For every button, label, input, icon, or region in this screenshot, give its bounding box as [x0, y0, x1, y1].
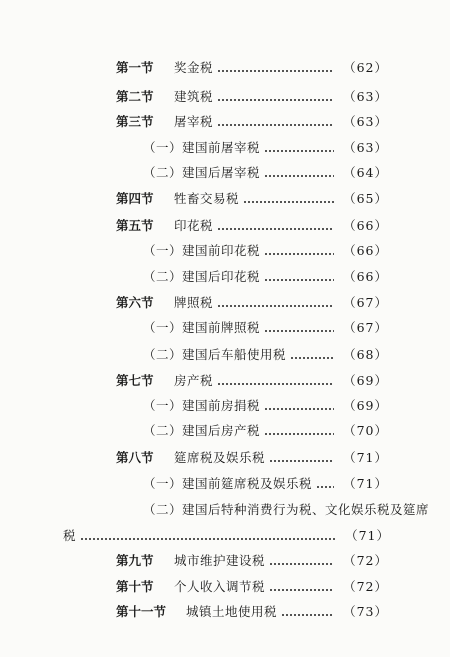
- section-number: 第十一节: [116, 604, 167, 619]
- dot-leader: [269, 589, 334, 591]
- page-number: （70）: [343, 423, 388, 438]
- toc-entry: [0, 87, 450, 107]
- entry-title: （二）建国后屠宰税: [143, 165, 261, 180]
- dot-leader: [264, 330, 334, 332]
- toc-label: [116, 448, 265, 468]
- toc-subentry: [0, 163, 450, 183]
- toc-subentry: [0, 500, 450, 520]
- entry-title: （一）建国前印花税: [143, 243, 261, 258]
- toc-label: [116, 577, 265, 597]
- dot-leader: [281, 614, 334, 616]
- toc-subentry: [0, 396, 450, 416]
- page-number: （66）: [343, 243, 388, 258]
- toc-entry: [0, 293, 450, 313]
- toc-label: [143, 474, 312, 494]
- page-number: （67）: [343, 295, 388, 310]
- section-number: 第一节: [116, 60, 154, 75]
- entry-title: （一）建国前筵席税及娱乐税: [143, 476, 313, 491]
- toc-entry: [0, 371, 450, 391]
- entry-title: 个人收入调节税: [174, 579, 266, 594]
- entry-title: 城镇土地使用税: [186, 604, 278, 619]
- page-number: （73）: [343, 604, 388, 619]
- entry-title: 牲畜交易税: [174, 191, 240, 206]
- toc-label: [143, 396, 260, 416]
- toc-entry: [0, 216, 450, 236]
- page-number: （71）: [343, 450, 388, 465]
- page-number: （71）: [345, 528, 390, 543]
- dot-leader: [217, 228, 334, 230]
- toc-label: [143, 500, 429, 520]
- entry-title: 屠宰税: [174, 114, 214, 129]
- entry-title: （二）建国后印花税: [143, 269, 261, 284]
- page-number: （71）: [343, 476, 388, 491]
- toc-subentry: [0, 241, 450, 261]
- dot-leader: [264, 408, 334, 410]
- dot-leader: [264, 253, 334, 255]
- dot-leader: [264, 175, 334, 177]
- page-number: （64）: [343, 165, 388, 180]
- dot-leader: [269, 563, 334, 565]
- page-number: （69）: [343, 373, 388, 388]
- entry-title: 房产税: [174, 373, 214, 388]
- page-number: （62）: [343, 60, 388, 75]
- entry-title: （二）建国后特种消费行为税、文化娱乐税及筵席: [143, 502, 430, 517]
- toc-subentry: [0, 138, 450, 158]
- dot-leader: [264, 279, 334, 281]
- section-number: 第八节: [116, 450, 154, 465]
- toc-label: [143, 241, 260, 261]
- toc-label: [116, 293, 213, 313]
- entry-title: 城市维护建设税: [174, 553, 266, 568]
- toc-label: [116, 602, 277, 622]
- toc-label: [116, 551, 265, 571]
- dot-leader: [264, 150, 334, 152]
- toc-label: [143, 163, 260, 183]
- toc-label: [116, 216, 213, 236]
- toc-entry: [0, 448, 450, 468]
- page-number: （65）: [343, 191, 388, 206]
- dot-leader: [269, 460, 334, 462]
- dot-leader: [80, 538, 336, 540]
- entry-title: （一）建国前屠宰税: [143, 140, 261, 155]
- entry-title: 奖金税: [174, 60, 214, 75]
- toc-label: [116, 112, 213, 132]
- section-number: 第三节: [116, 114, 154, 129]
- page-number: （68）: [343, 347, 388, 362]
- dot-leader: [217, 70, 334, 72]
- dot-leader: [217, 99, 334, 101]
- dot-leader: [217, 124, 334, 126]
- toc-subentry: [0, 421, 450, 441]
- dot-leader: [217, 305, 334, 307]
- section-number: 第四节: [116, 191, 154, 206]
- page-number: （63）: [343, 114, 388, 129]
- toc-label: [143, 421, 260, 441]
- entry-title: 建筑税: [174, 89, 214, 104]
- toc-entry: [0, 602, 450, 622]
- toc-subentry: [0, 474, 450, 494]
- section-number: 第十节: [116, 579, 154, 594]
- page-number: （66）: [343, 269, 388, 284]
- entry-title: （二）建国后车船使用税: [143, 347, 287, 362]
- page-number: （67）: [343, 320, 388, 335]
- section-number: 第七节: [116, 373, 154, 388]
- toc-entry: [0, 551, 450, 571]
- toc-label: [116, 87, 213, 107]
- page-number: （66）: [343, 218, 388, 233]
- toc-entry: [0, 577, 450, 597]
- dot-leader: [217, 383, 334, 385]
- page-number: （63）: [343, 140, 388, 155]
- dot-leader: [316, 486, 334, 488]
- toc-label: [143, 267, 260, 287]
- page-number: （63）: [343, 89, 388, 104]
- toc-label: [63, 526, 76, 546]
- entry-title: 税: [63, 528, 77, 543]
- entry-title: （一）建国前牌照税: [143, 320, 261, 335]
- toc-subentry: [0, 318, 450, 338]
- section-number: 第二节: [116, 89, 154, 104]
- toc-label: [116, 58, 213, 78]
- toc-entry: [0, 112, 450, 132]
- entry-title: 筵席税及娱乐税: [174, 450, 266, 465]
- entry-title: （二）建国后房产税: [143, 423, 261, 438]
- entry-title: 印花税: [174, 218, 214, 233]
- toc-label: [143, 318, 260, 338]
- toc-label: [143, 345, 286, 365]
- dot-leader: [264, 433, 334, 435]
- toc-entry: [0, 189, 450, 209]
- section-number: 第六节: [116, 295, 154, 310]
- section-number: 第五节: [116, 218, 154, 233]
- toc-label: [116, 371, 213, 391]
- entry-title: 牌照税: [174, 295, 214, 310]
- toc-entry: [0, 58, 450, 78]
- page-number: （69）: [343, 398, 388, 413]
- toc-subentry: [0, 267, 450, 287]
- page-number: （72）: [343, 579, 388, 594]
- toc-label: [143, 138, 260, 158]
- dot-leader: [290, 357, 334, 359]
- dot-leader: [243, 201, 334, 203]
- entry-title: （一）建国前房捐税: [143, 398, 261, 413]
- toc-label: [116, 189, 239, 209]
- toc-entry: [0, 526, 450, 546]
- section-number: 第九节: [116, 553, 154, 568]
- toc-subentry: [0, 345, 450, 365]
- page-number: （72）: [343, 553, 388, 568]
